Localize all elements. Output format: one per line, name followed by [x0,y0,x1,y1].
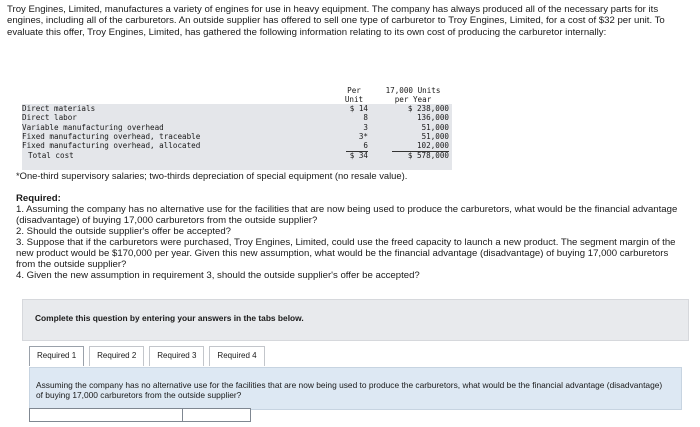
header-per-year: per Year [394,95,432,104]
row-per-year-total: $ 578,000 [407,151,449,160]
row-per-year: 136,000 [416,113,449,123]
required-item: 3. Suppose that if the carburetors were purchased, Troy Engines, Limited, could use the freed capacity to launch a new product. The segment margin of the new product would be $170,000 per year. Given this new assumption, what would be the financial advantage (disadvantage) of buying 17,000 carburetors from the outside supplier? [16,237,676,270]
tab-required-2[interactable]: Required 2 [89,346,144,366]
row-label-total: Total cost [28,151,74,160]
required-heading: Required: [16,193,61,204]
tab-required-1[interactable]: Required 1 [29,346,84,366]
required-item: 2. Should the outside supplier's offer be accepted? [16,226,231,237]
row-per-unit: 8 [363,113,368,123]
tab-question-text: Assuming the company has no alternative use for the facilities that are now being used to produce the carburetors, what would be the financial advantage (disadvantage) of buying 17,000 carburetors from the outside supplier? [36,380,663,400]
row-per-year: $ 238,000 [407,104,449,113]
tab-required-3[interactable]: Required 3 [149,346,204,366]
problem-intro: Troy Engines, Limited, manufactures a variety of engines for use in heavy equipment. The company has always produced all of the necessary parts for its engines, including all of the carburetors. An outside supplier has offered to sell one type of carburetor to Troy Engines, Limited, for a cost of $32 per unit. To evaluate this offer, Troy Engines, Limited, has gathered the following information relating to its own cost of producing the carburetor internally: [7,4,665,38]
required-item: 1. Assuming the company has no alternative use for the facilities that are now being used to produce the carburetors, what would be the financial advantage (disadvantage) of buying 17,000 carburetors from the outside supplier? [16,204,678,226]
tab-question-box [29,367,682,410]
footnote: *One-third supervisory salaries; two-thirds depreciation of special equipment (no resale value). [16,170,408,181]
instructions-panel [22,299,689,341]
required-section [16,193,688,281]
row-per-unit: 3 [363,122,368,132]
row-label: Direct labor [22,113,77,123]
header-per: Per [347,86,361,95]
header-unit: Unit [344,95,364,104]
answer-tabs [29,346,270,366]
row-per-unit: 6 [363,141,368,151]
row-label: Fixed manufacturing overhead, traceable [22,131,201,141]
instructions-note: Complete this question by entering your answers in the tabs below. [35,313,304,323]
row-per-unit: 3* [358,131,368,141]
row-label: Variable manufacturing overhead [22,122,164,132]
row-label: Fixed manufacturing overhead, allocated [22,141,201,151]
required-item: 4. Given the new assumption in requirement 3, should the outside supplier's offer be accepted? [16,270,420,281]
header-17000-units: 17,000 Units [385,86,441,95]
tab-required-4[interactable]: Required 4 [209,346,264,366]
answer-input-divider [182,408,251,422]
row-per-year: 51,000 [421,122,449,132]
row-per-unit-total: $ 34 [349,151,368,160]
row-per-year: 102,000 [416,141,449,151]
row-per-unit: $ 14 [349,104,368,113]
row-per-year: 51,000 [421,131,449,141]
cost-table [22,86,452,170]
row-label: Direct materials [22,104,96,113]
